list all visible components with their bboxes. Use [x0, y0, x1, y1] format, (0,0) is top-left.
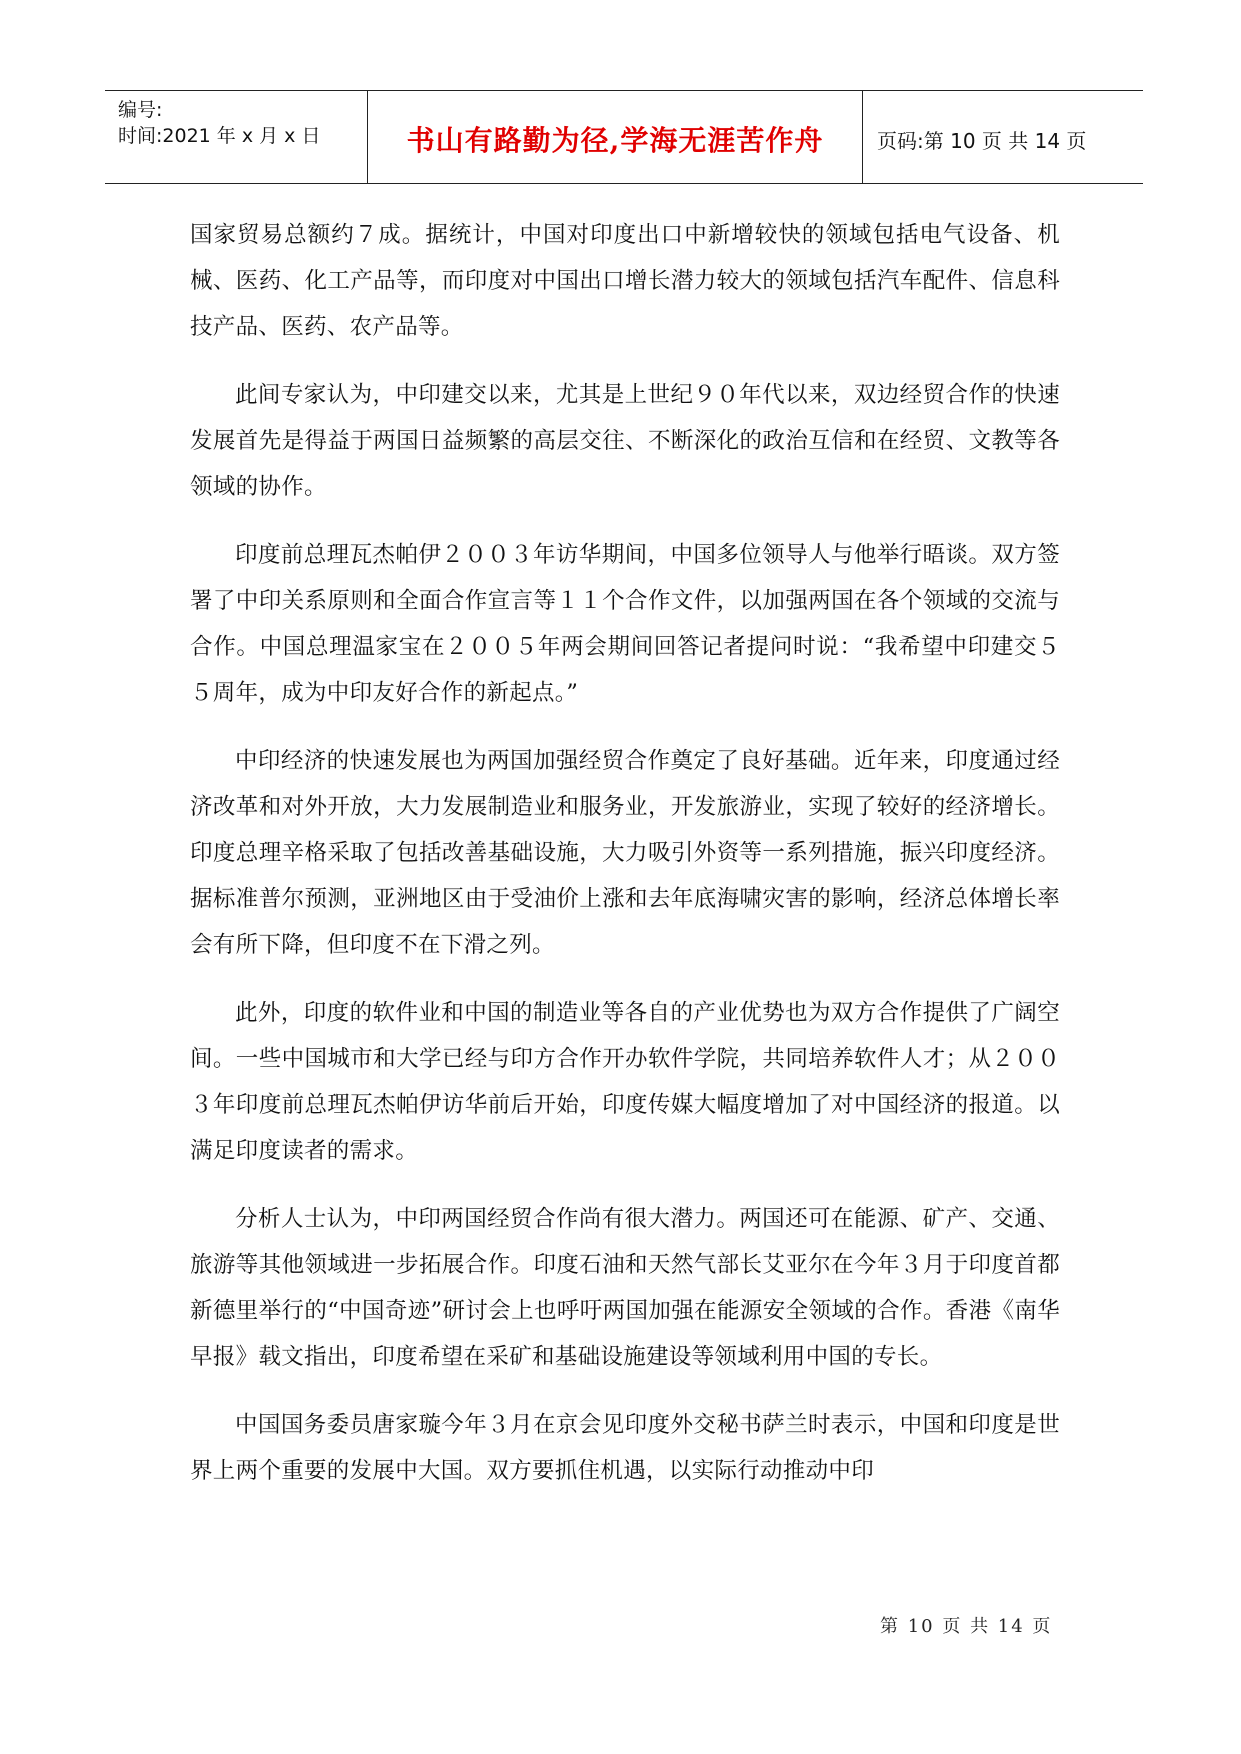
header-page-cell	[863, 91, 1143, 183]
page-footer: 第 10 页 共 14 页	[880, 1616, 1053, 1637]
body-text	[190, 212, 1060, 1516]
paragraph: 中国国务委员唐家璇今年３月在京会见印度外交秘书萨兰时表示，中国和印度是世界上两个重要的发展中大国。双方要抓住机遇，以实际行动推动中印	[190, 1412, 1060, 1484]
header-info-cell	[105, 91, 368, 183]
header-motto-cell	[368, 91, 863, 183]
paragraph: 中印经济的快速发展也为两国加强经贸合作奠定了良好基础。近年来，印度通过经济改革和对外开放，大力发展制造业和服务业，开发旅游业，实现了较好的经济增长。印度总理辛格采取了包括改善基础设施，大力吸引外资等一系列措施，振兴印度经济。据标准普尔预测，亚洲地区由于受油价上涨和去年底海啸灾害的影响，经济总体增长率会有所下降，但印度不在下滑之列。	[190, 748, 1060, 958]
paragraph: 此间专家认为，中印建交以来，尤其是上世纪９０年代以来，双边经贸合作的快速发展首先是得益于两国日益频繁的高层交往、不断深化的政治互信和在经贸、文教等各领域的协作。	[190, 382, 1060, 500]
header-page-code: 页码:第 10 页 共 14 页	[877, 129, 1087, 153]
paragraph: 国家贸易总额约７成。据统计，中国对印度出口中新增较快的领域包括电气设备、机械、医药、化工产品等，而印度对中国出口增长潜力较大的领域包括汽车配件、信息科技产品、医药、农产品等。	[190, 222, 1060, 340]
page-header	[105, 90, 1143, 184]
paragraph: 此外，印度的软件业和中国的制造业等各自的产业优势也为双方合作提供了广阔空间。一些中国城市和大学已经与印方合作开办软件学院，共同培养软件人才；从２００３年印度前总理瓦杰帕伊访华前后开始，印度传媒大幅度增加了对中国经济的报道。以满足印度读者的需求。	[190, 1000, 1060, 1164]
paragraph: 印度前总理瓦杰帕伊２００３年访华期间，中国多位领导人与他举行晤谈。双方签署了中印关系原则和全面合作宣言等１１个合作文件，以加强两国在各个领域的交流与合作。中国总理温家宝在２００５年两会期间回答记者提问时说：“我希望中印建交５５周年，成为中印友好合作的新起点。”	[190, 542, 1060, 706]
paragraph: 分析人士认为，中印两国经贸合作尚有很大潜力。两国还可在能源、矿产、交通、旅游等其他领域进一步拓展合作。印度石油和天然气部长艾亚尔在今年３月于印度首都新德里举行的“中国奇迹”研讨会上也呼吁两国加强在能源安全领域的合作。香港《南华早报》载文指出，印度希望在采矿和基础设施建设等领域利用中国的专长。	[190, 1206, 1060, 1370]
header-motto: 书山有路勤为径,学海无涯苦作舟	[406, 124, 824, 157]
document-number-label: 编号:	[118, 99, 163, 121]
document-date: 时间:2021 年 x 月 x 日	[118, 125, 321, 147]
